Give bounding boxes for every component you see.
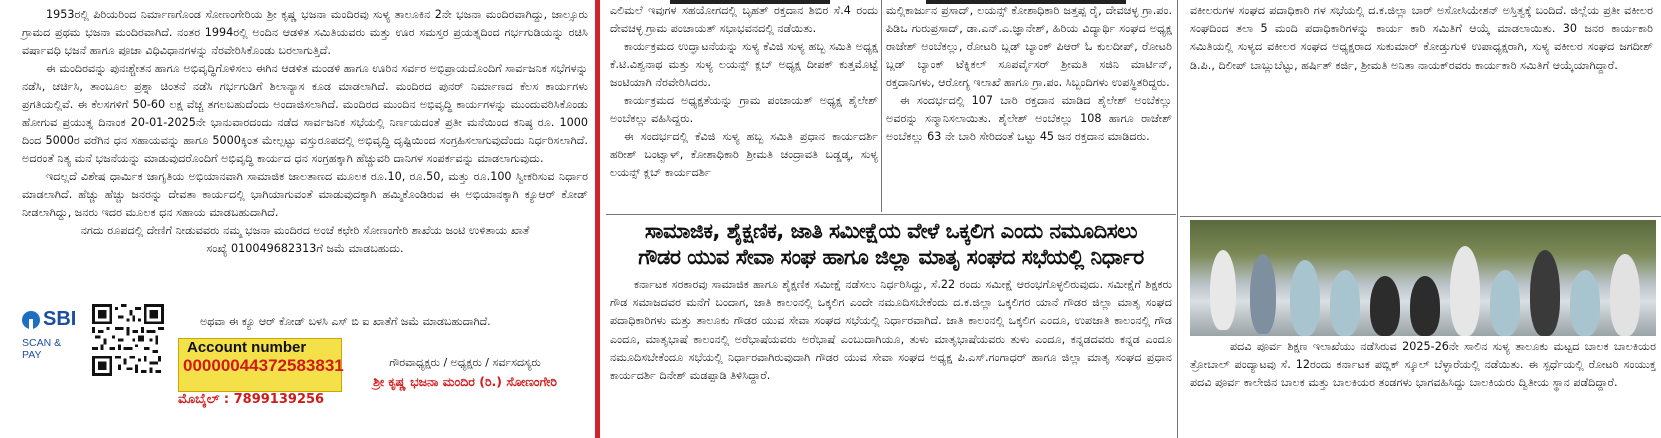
person bbox=[1370, 276, 1400, 336]
person bbox=[1570, 270, 1600, 336]
top-rule bbox=[926, 0, 1126, 4]
top-rule bbox=[670, 0, 830, 4]
notice-paragraph: 1953ರಲ್ಲಿ ಪಿರಿಯರಿಂದ ನಿರ್ಮಾಣಗೊಂಡ ಸೋಣಂಗೇರಿಯ ಶ್ರೀ ಕೃಷ್ಣ ಭಜನಾ ಮಂದಿರವು ಸುಳ್ಯ ತಾಲೂಕಿನ 2ನೇ ಭಜನಾ ಮಂದಿರವಾಗಿದ್ದು, ಜಾಲ್ಸೂರು ಗ್ರಾಮದ ಪ್ರಥಮ ಭಜನಾ ಮಂದಿರವಾಗಿದೆ. ನಂತರ 1994ರಲ್ಲಿ ಅಂದಿನ ಆಡಳಿತ ಸಮಿತಿಯವರು ಮತ್ತು ಊರ ಸಮಸ್ತರ ಪ್ರಯತ್ನದಿಂದ ಗರ್ಭಗುಡಿಯನ್ನು ರಚಿಸಿ ವರ್ಷಾವಧಿ ಭಜನೆ ಹಾಗೂ ಪೂಜಾ ವಿಧಿವಿಧಾನಗಳನ್ನು ನೆರವೇರಿಸಿಕೊಂಡು ಬರಲಾಗುತ್ತಿದೆ. bbox=[22, 8, 588, 57]
person bbox=[1410, 276, 1440, 336]
caption-text: ಪದವಿ ಪೂರ್ವ ಶಿಕ್ಷಣ ಇಲಾಖೆಯು ನಡೆಸಿರುವ 2025-26ನೇ ಸಾಲಿನ ಸುಳ್ಯ ತಾಲೂಕು ಮಟ್ಟದ ಬಾಲಕ ಬಾಲಕಿಯರ ತ್ರೋಬಾಲ್ ಪಂದ್ಯಾಟವು ಸೆ. 12ರಂದು ಕರ್ನಾಟಕ ಪಬ್ಲಿಕ್ ಸ್ಕೂಲ್ ಬೆಳ್ಳಾರೆಯಲ್ಲಿ ನಡೆಯಿತು. ಈ ಸ್ಪರ್ಧೆಯಲ್ಲಿ ರೋಟರಿ ಸಂಯುಕ್ತ ಪದವಿ ಪೂರ್ವ ಕಾಲೇಜಿನ ಬಾಲಕ ಮತ್ತು ಬಾಲಕಿಯರ ತಂಡಗಳು ಭಾಗವಹಿಸಿದ್ದು ಬಾಲಕಿಯರು ದ್ವಿತೀಯ ಸ್ಥಾನ ಪಡೆದಿದ್ದಾರೆ. bbox=[1190, 340, 1656, 390]
headline bbox=[610, 218, 1172, 270]
person bbox=[1450, 246, 1480, 336]
sbi-logo bbox=[22, 308, 82, 378]
signatory-block bbox=[350, 356, 580, 390]
story-paragraph: ಎಲಿಮಲೆ ಇವುಗಳ ಸಹಯೋಗದಲ್ಲಿ ಬೃಹತ್ ರಕ್ತದಾನ ಶಿಬಿರ ಸೆ.4 ರಂದು ದೇವಚಳ್ಳ ಗ್ರಾಮ ಪಂಚಾಯತ್ ಸಭಾಭವನದಲ್ಲಿ ನಡೆಯಿತು. bbox=[610, 4, 878, 35]
section-divider bbox=[606, 214, 1176, 215]
notice-paragraph: ಈ ಮಂದಿರವನ್ನು ಪುನಃಶ್ಚೇತನ ಹಾಗೂ ಅಭಿವೃದ್ಧಿಗೊಳಿಸಲು ಈಗಿನ ಆಡಳಿತ ಮಂಡಳಿ ಹಾಗೂ ಊರಿನ ಸರ್ವರ ಅಭಿಪ್ರಾಯದೊಂದಿಗೆ ಸಾರ್ವಜನಿಕ ಸಭೆಗಳನ್ನು ನಡೆಸಿ, ಚರ್ಚಿಸಿ, ತಾಂಬೂಲ ಪ್ರಶ್ನಾ ಚಿಂತನೆ ನಡೆಸಿ ಗರ್ಭಗುಡಿಗೆ ಶಿಲಾನ್ಯಾಸ ಕೂಡ ಮಾಡಲಾಗಿದೆ. ಮಂದಿರದ ಪುನರ್ ನಿರ್ಮಾಣದ ಕೆಲಸ ಕಾರ್ಯಗಳು ಪ್ರಗತಿಯಲ್ಲಿವೆ. ಈ ಕೆಲಸಗಳಿಗೆ 50-60 ಲಕ್ಷ ವೆಚ್ಚ ತಗಲಬಹುದೆಂದು ಅಂದಾಜಿಸಲಾಗಿದೆ. ಮಂದಿರದ ಮುಂದಿನ ಅಭಿವೃದ್ಧಿ ಕಾರ್ಯಗಳನ್ನು ಮುಂದುವರಿಸಿಕೊಂಡು ಹೋಗುವ ಪ್ರಯುತ್ನ ದಿನಾಂಕ 20-01-2025ನೇ ಭಾನುವಾರದಂದು ನಡೆದ ಸಾರ್ವಜನಿಕ ಸಭೆಯಲ್ಲಿ ನಿರ್ಣಯದಂತೆ ಪ್ರತೀ ಮನೆಯಿಂದ ಕನಿಷ್ಠ ರೂ. 1000 ದಿಂದ 5000ರ ವರೆಗಿನ ಧನ ಸಹಾಯವನ್ನು ಹಾಗೂ 5000ಕ್ಕಿಂತ ಮೇಲ್ಪಟ್ಟು ವಸ್ತುರೂಪದಲ್ಲಿ ಅಭಿವೃದ್ಧಿ ದೃಷ್ಟಿಯಿಂದ ಸಂಗ್ರಹಿಸಲಾಗುವುದೆಂದು ನಿರ್ಧರಿಸಲಾಗಿದೆ. ಅದರಂತೆ ನಿತ್ಯ ಮನೆ ಭಜನೆಯನ್ನು ಮಾಡುವುದರೊಂದಿಗೆ ಅಭಿವೃದ್ಧಿ ಕಾರ್ಯದ ಧನ ಸಂಗ್ರಹಕ್ಕಾಗಿ ಹೆಚ್ಚುವರಿ ದಾನಿಗಳ ಸಂಪರ್ಕವನ್ನು ಮಾಡಲಾಗುವುದು. bbox=[22, 62, 588, 165]
headline-line-2: ಗೌಡರ ಯುವ ಸೇವಾ ಸಂಘ ಹಾಗೂ ಜಿಲ್ಲಾ ಮಾತೃ ಸಂಘದ ಸಭೆಯಲ್ಲಿ ನಿರ್ಧಾರ bbox=[638, 245, 1144, 269]
sbi-keyhole-icon bbox=[22, 311, 40, 329]
notice-paragraph: ಇದಲ್ಲದೆ ವಿಶೇಷ ಧಾರ್ಮಿಕ ಜಾಗೃತಿಯ ಅಭಿಯಾನವಾಗಿ ಸಾಮಾಜಿಕ ಜಾಲತಾಣದ ಮೂಲಕ ರೂ.10, ರೂ.50, ಮತ್ತು ರೂ.100 ಸ್ವೀಕರಿಸುವ ನಿರ್ಧಾರ ಮಾಡಲಾಗಿದೆ. ಹೆಚ್ಚು ಹೆಚ್ಚು ಜನರನ್ನು ದೇವತಾ ಕಾರ್ಯದಲ್ಲಿ ಭಾಗಿಯಾಗುವಂತೆ ಮಾಡುವುದಕ್ಕಾಗಿ ಹಮ್ಮಿಕೊಂಡಿರುವ ಈ ಅಭಿಯಾನಕ್ಕಾಗಿ ಕ್ಯೂಆರ್ ಕೋಡ್ ನೀಡಲಾಗಿದ್ದು, ಜನರು ಇದರ ಮೂಲಕ ಧನ ಸಹಾಯ ಮಾಡಬಹುದಾಗಿದೆ. bbox=[22, 170, 588, 219]
headline-line-1: ಸಾಮಾಜಿಕ, ಶೈಕ್ಷಣಿಕ, ಜಾತಿ ಸಮೀಕ್ಷೆಯ ವೇಳೆ ಒಕ್ಕಲಿಗ ಎಂದು ನಮೂದಿಸಲು bbox=[644, 219, 1138, 243]
scan-and-pay-label: SCAN & PAY bbox=[22, 337, 62, 361]
person bbox=[1210, 250, 1236, 330]
column-divider bbox=[881, 0, 882, 212]
person bbox=[1530, 250, 1560, 336]
account-number-value: 00000044372583831 bbox=[183, 356, 344, 375]
qr-instruction: ಅಥವಾ ಈ ಕ್ಯೂ ಆರ್ ಕೋಡ್ ಬಳಸಿ ಎಸ್ ಬಿ ಐ ಖಾತೆಗೆ ಜಮೆ ಮಾಡಬಹುದಾಗಿದೆ. bbox=[200, 315, 491, 328]
person bbox=[1290, 260, 1320, 336]
person bbox=[1250, 254, 1276, 334]
blood-donation-story-part2 bbox=[886, 0, 1172, 210]
signatory-organization: ಶ್ರೀ ಕೃಷ್ಣ ಭಜನಾ ಮಂದಿರ (ರಿ.) ಸೋಣಂಗೇರಿ bbox=[373, 374, 557, 389]
story-paragraph: ಕಾರ್ಯಕ್ರಮದ ಉದ್ಘಾಟನೆಯನ್ನು ಸುಳ್ಯ ಕೆವಿಜಿ ಸುಳ್ಯ ಹಬ್ಬ ಸಮಿತಿ ಅಧ್ಯಕ್ಷ ಕೆ.ಟಿ.ವಿಶ್ವನಾಥ ಮತ್ತು ಸುಳ್ಯ ಲಯನ್ಸ್ ಕ್ಲಬ್ ಅಧ್ಯಕ್ಷ ದೀಪಕ್ ಕುತ್ತಮೊಟ್ಟೆ ಜಂಟಿಯಾಗಿ ನೆರವೇರಿಸಿದರು. bbox=[610, 40, 878, 89]
account-number-box bbox=[178, 338, 342, 392]
signatory-roles: ಗೌರವಾಧ್ಯಕ್ಷರು / ಅಧ್ಯಕ್ಷರು / ಸರ್ವಸದಸ್ಯರು bbox=[389, 356, 541, 369]
account-number-label: Account number bbox=[187, 339, 307, 356]
red-column-rule bbox=[595, 0, 600, 438]
throwball-team-photo bbox=[1190, 220, 1656, 336]
story-paragraph: ಮಲ್ಲಿಕಾರ್ಜುನ ಪ್ರಸಾದ್, ಲಯನ್ಸ್ ಕೋಶಾಧಿಕಾರಿ ಜತ್ತಪ್ಪ ರೈ, ದೇವಚಳ್ಳ ಗ್ರಾ.ಪಂ. ಪಿಡಿಒ ಗುರುಪ್ರಸಾದ್, ಡಾ.ಎನ್.ಎ.ಜ್ಞಾನೇಶ್, ಹಿರಿಯ ವಿದ್ಯಾರ್ಥಿ ಸಂಘದ ಅಧ್ಯಕ್ಷ ರಾಜೇಶ್ ಅಂಬೆಕಲ್ಲು, ರೋಟರಿ ಬ್ಲಡ್ ಬ್ಯಾಂಕ್ ಪಿಆರ್ ಓ ಕುಲದೀಪ್, ರೋಟರಿ ಬ್ಲಡ್ ಬ್ಯಾಂಕ್ ಟೆಕ್ನಿಕಲ್ ಸೂಪರ್ವೈಸರ್ ಶ್ರೀಮತಿ ಸಜಿನಿ ಮಾರ್ಟಿನ್, ರಕ್ತದಾನಿಗಳು, ಆರೋಗ್ಯ ಇಲಾಖೆ ಹಾಗೂ ಗ್ರಾ.ಪಂ. ಸಿಬ್ಬಂದಿಗಳು ಉಪಸ್ಥಿತರಿದ್ದರು. bbox=[886, 4, 1172, 89]
qr-code[interactable] bbox=[92, 304, 164, 376]
story-paragraph: ಕರ್ನಾಟಕ ಸರಕಾರವು ಸಾಮಾಜಿಕ ಹಾಗೂ ಶೈಕ್ಷಣಿಕ ಸಮೀಕ್ಷೆ ನಡೆಸಲು ನಿರ್ಧರಿಸಿದ್ದು, ಸೆ.22 ರಂದು ಸಮೀಕ್ಷೆ ಆರಂಭಗೊಳ್ಳಲಿರುವುದು. ಸಮೀಕ್ಷೆಗೆ ಶಿಕ್ಷಕರು ಗೌಡ ಸಮಾಜದವರ ಮನೆಗೆ ಬಂದಾಗ, ಜಾತಿ ಕಾಲಂನಲ್ಲಿ ಒಕ್ಕಲಿಗ ಎಂದೇ ನಮೂದಿಸಬೇಕೆಂದು ದ.ಕ.ಜಿಲ್ಲಾ ಒಕ್ಕಲಿಗರ ಯಾನೆ ಗೌಡರ ಜಿಲ್ಲಾ ಮಾತೃ ಸಂಘದ ಪದಾಧಿಕಾರಿಗಳು ಮತ್ತು ತಾಲೂಕು ಗೌಡರ ಯುವ ಸೇವಾ ಸಂಘದ ಸಭೆಯಲ್ಲಿ ನಿರ್ಧಾರವಾಗಿದೆ. ಜಾತಿ ಕಾಲಂನಲ್ಲಿ ಒಕ್ಕಲಿಗ ಎಂದೂ, ಉಪಜಾತಿ ಕಾಲಂನಲ್ಲಿ ಗೌಡ ಎಂದೂ, ಮಾತೃಭಾಷೆ ಕಾಲಂನಲ್ಲಿ ಅರೆಭಾಷೆಯವರು ಅರೆಭಾಷೆ ಎಂಬುದಾಗಿಯೂ, ತುಳು ಮಾತೃಭಾಷೆಯವರು ತುಳು ಎಂದೂ, ಕನ್ನಡದವರು ಕನ್ನಡ ಎಂದೂ ನಮೂದಿಸಬೇಕೆಂದೂ ಸಭೆಯಲ್ಲಿ ನಿರ್ಧಾರವಾಗಿರುವುದಾಗಿ ಗೌಡರ ಯುವ ಸೇವಾ ಸಂಘದ ಅಧ್ಯಕ್ಷ ಪಿ.ಎಸ್.ಗಂಗಾಧರ್ ಹಾಗೂ ಜಿಲ್ಲಾ ಮಾತೃ ಸಂಘದ ಪ್ರಧಾನ ಕಾರ್ಯದರ್ಶಿ ದಿನೇಶ್ ಮಡಪ್ಪಾಡಿ ತಿಳಿಸಿದ್ದಾರೆ. bbox=[610, 278, 1172, 383]
bank-line-1: ನಗದು ರೂಪದಲ್ಲಿ ದೇಣಿಗೆ ನೀಡುವವರು ನಮ್ಮ ಭಜನಾ ಮಂದಿರದ ಅಂಚೆ ಕಛೇರಿ ಸೋಣಂಗೇರಿ ಶಾಖೆಯ ಜಂಟಿ ಉಳಿತಾಯ ಖಾತೆ bbox=[80, 224, 530, 237]
sbi-wordmark: SBI bbox=[43, 308, 77, 330]
temple-notice bbox=[0, 0, 600, 438]
gowda-survey-story bbox=[610, 276, 1172, 385]
mobile-number: ಮೊಬೈಲ್ : 7899139256 bbox=[178, 392, 325, 407]
story-paragraph: ಕಾರ್ಯಕ್ರಮದ ಅಧ್ಯಕ್ಷತೆಯನ್ನು ಗ್ರಾಮ ಪಂಚಾಯತ್ ಅಧ್ಯಕ್ಷ ಶೈಲೇಶ್ ಅಂಬೆಕಲ್ಲು ವಹಿಸಿದ್ದರು. bbox=[610, 94, 878, 125]
story-paragraph: ವಕೀಲರುಗಳ ಸಂಘದ ಪದಾಧಿಕಾರಿ ಗಳ ಸಭೆಯಲ್ಲಿ ದ.ಕ.ಜಿಲ್ಲಾ ಬಾರ್ ಅಸೋಸಿಯೇಶನ್ ಅಸ್ತಿತ್ವಕ್ಕೆ ಬಂದಿದೆ. ಜಿಲ್ಲೆಯ ಪ್ರತೀ ವಕೀಲರ ಸಂಘದಿಂದ ತಲಾ 5 ಮಂದಿ ಪದಾಧಿಕಾರಿಗಳನ್ನು ಕಾರ್ಯ ಕಾರಿ ಸಮಿತಿಗೆ ಆಯ್ಕೆ ಮಾಡಲಾಯಿತು. 30 ಜನರ ಕಾರ್ಯಕಾರಿ ಸಮಿತಿಯಲ್ಲಿ ಸುಳ್ಯದ ವಕೀಲರ ಸಂಘದ ಅಧ್ಯಕ್ಷರಾದ ಸುಕುಮಾರ್ ಕೋಡ್ತುಗುಳಿ ಉಪಾಧ್ಯಕ್ಷರಾಗಿ, ಸುಳ್ಯ ವಕೀಲರ ಸಂಘದ ಜಗದೀಶ್ ಡಿ.ಪಿ., ದಿಲೀಪ್ ಬಾಬ್ಲುಬೆಟ್ಟು, ಹರ್ಷಿತ್ ಕರ್ಜಿ, ಶ್ರೀಮತಿ ಅನಿತಾ ನಾಯಕ್‌ರವರು ಕಾರ್ಯಕಾರಿ ಸಮಿತಿಗೆ ಆಯ್ಕೆಯಾಗಿದ್ದಾರೆ. bbox=[1190, 4, 1653, 72]
person bbox=[1330, 270, 1360, 336]
blood-donation-story-part1 bbox=[610, 0, 878, 210]
story-paragraph: ಈ ಸಂದರ್ಭದಲ್ಲಿ ಕೆವಿಜಿ ಸುಳ್ಯ ಹಬ್ಬ ಸಮಿತಿ ಪ್ರಧಾನ ಕಾರ್ಯದರ್ಶಿ ಹರೀಶ್ ಬಂಟ್ವಾಳ್, ಕೋಶಾಧಿಕಾರಿ ಶ್ರೀಮತಿ ಚಂದ್ರಾವತಿ ಬಡ್ಡಡ್ಕ, ಸುಳ್ಯ ಲಯನ್ಸ್ ಕ್ಲಬ್ ಕಾರ್ಯದರ್ಶಿ bbox=[610, 130, 878, 179]
photo-caption bbox=[1190, 338, 1656, 393]
person bbox=[1610, 254, 1640, 336]
story-paragraph: ಈ ಸಂದರ್ಭದಲ್ಲಿ 107 ಬಾರಿ ರಕ್ತದಾನ ಮಾಡಿದ ಶೈಲೇಶ್ ಅಂಬೆಕಲ್ಲು ಅವರನ್ನು ಸನ್ಮಾನಿಸಲಾಯಿತು. ಶೈಲೇಶ್ ಅಂಬೆಕಲ್ಲು 108 ಹಾಗೂ ರಾಜೇಶ್ ಅಂಬೆಕಲ್ಲು 63 ನೇ ಬಾರಿ ಸೇರಿದಂತೆ ಒಟ್ಟು 45 ಜನ ರಕ್ತದಾನ ಮಾಡಿದರು. bbox=[886, 94, 1172, 143]
bank-line-2: ಸಂಖ್ಯೆ 010049682313ಗೆ ಜಮೆ ಮಾಡಬಹುದು. bbox=[206, 242, 404, 255]
column-divider bbox=[1177, 0, 1178, 438]
section-divider bbox=[1180, 216, 1661, 217]
person bbox=[1490, 270, 1520, 336]
